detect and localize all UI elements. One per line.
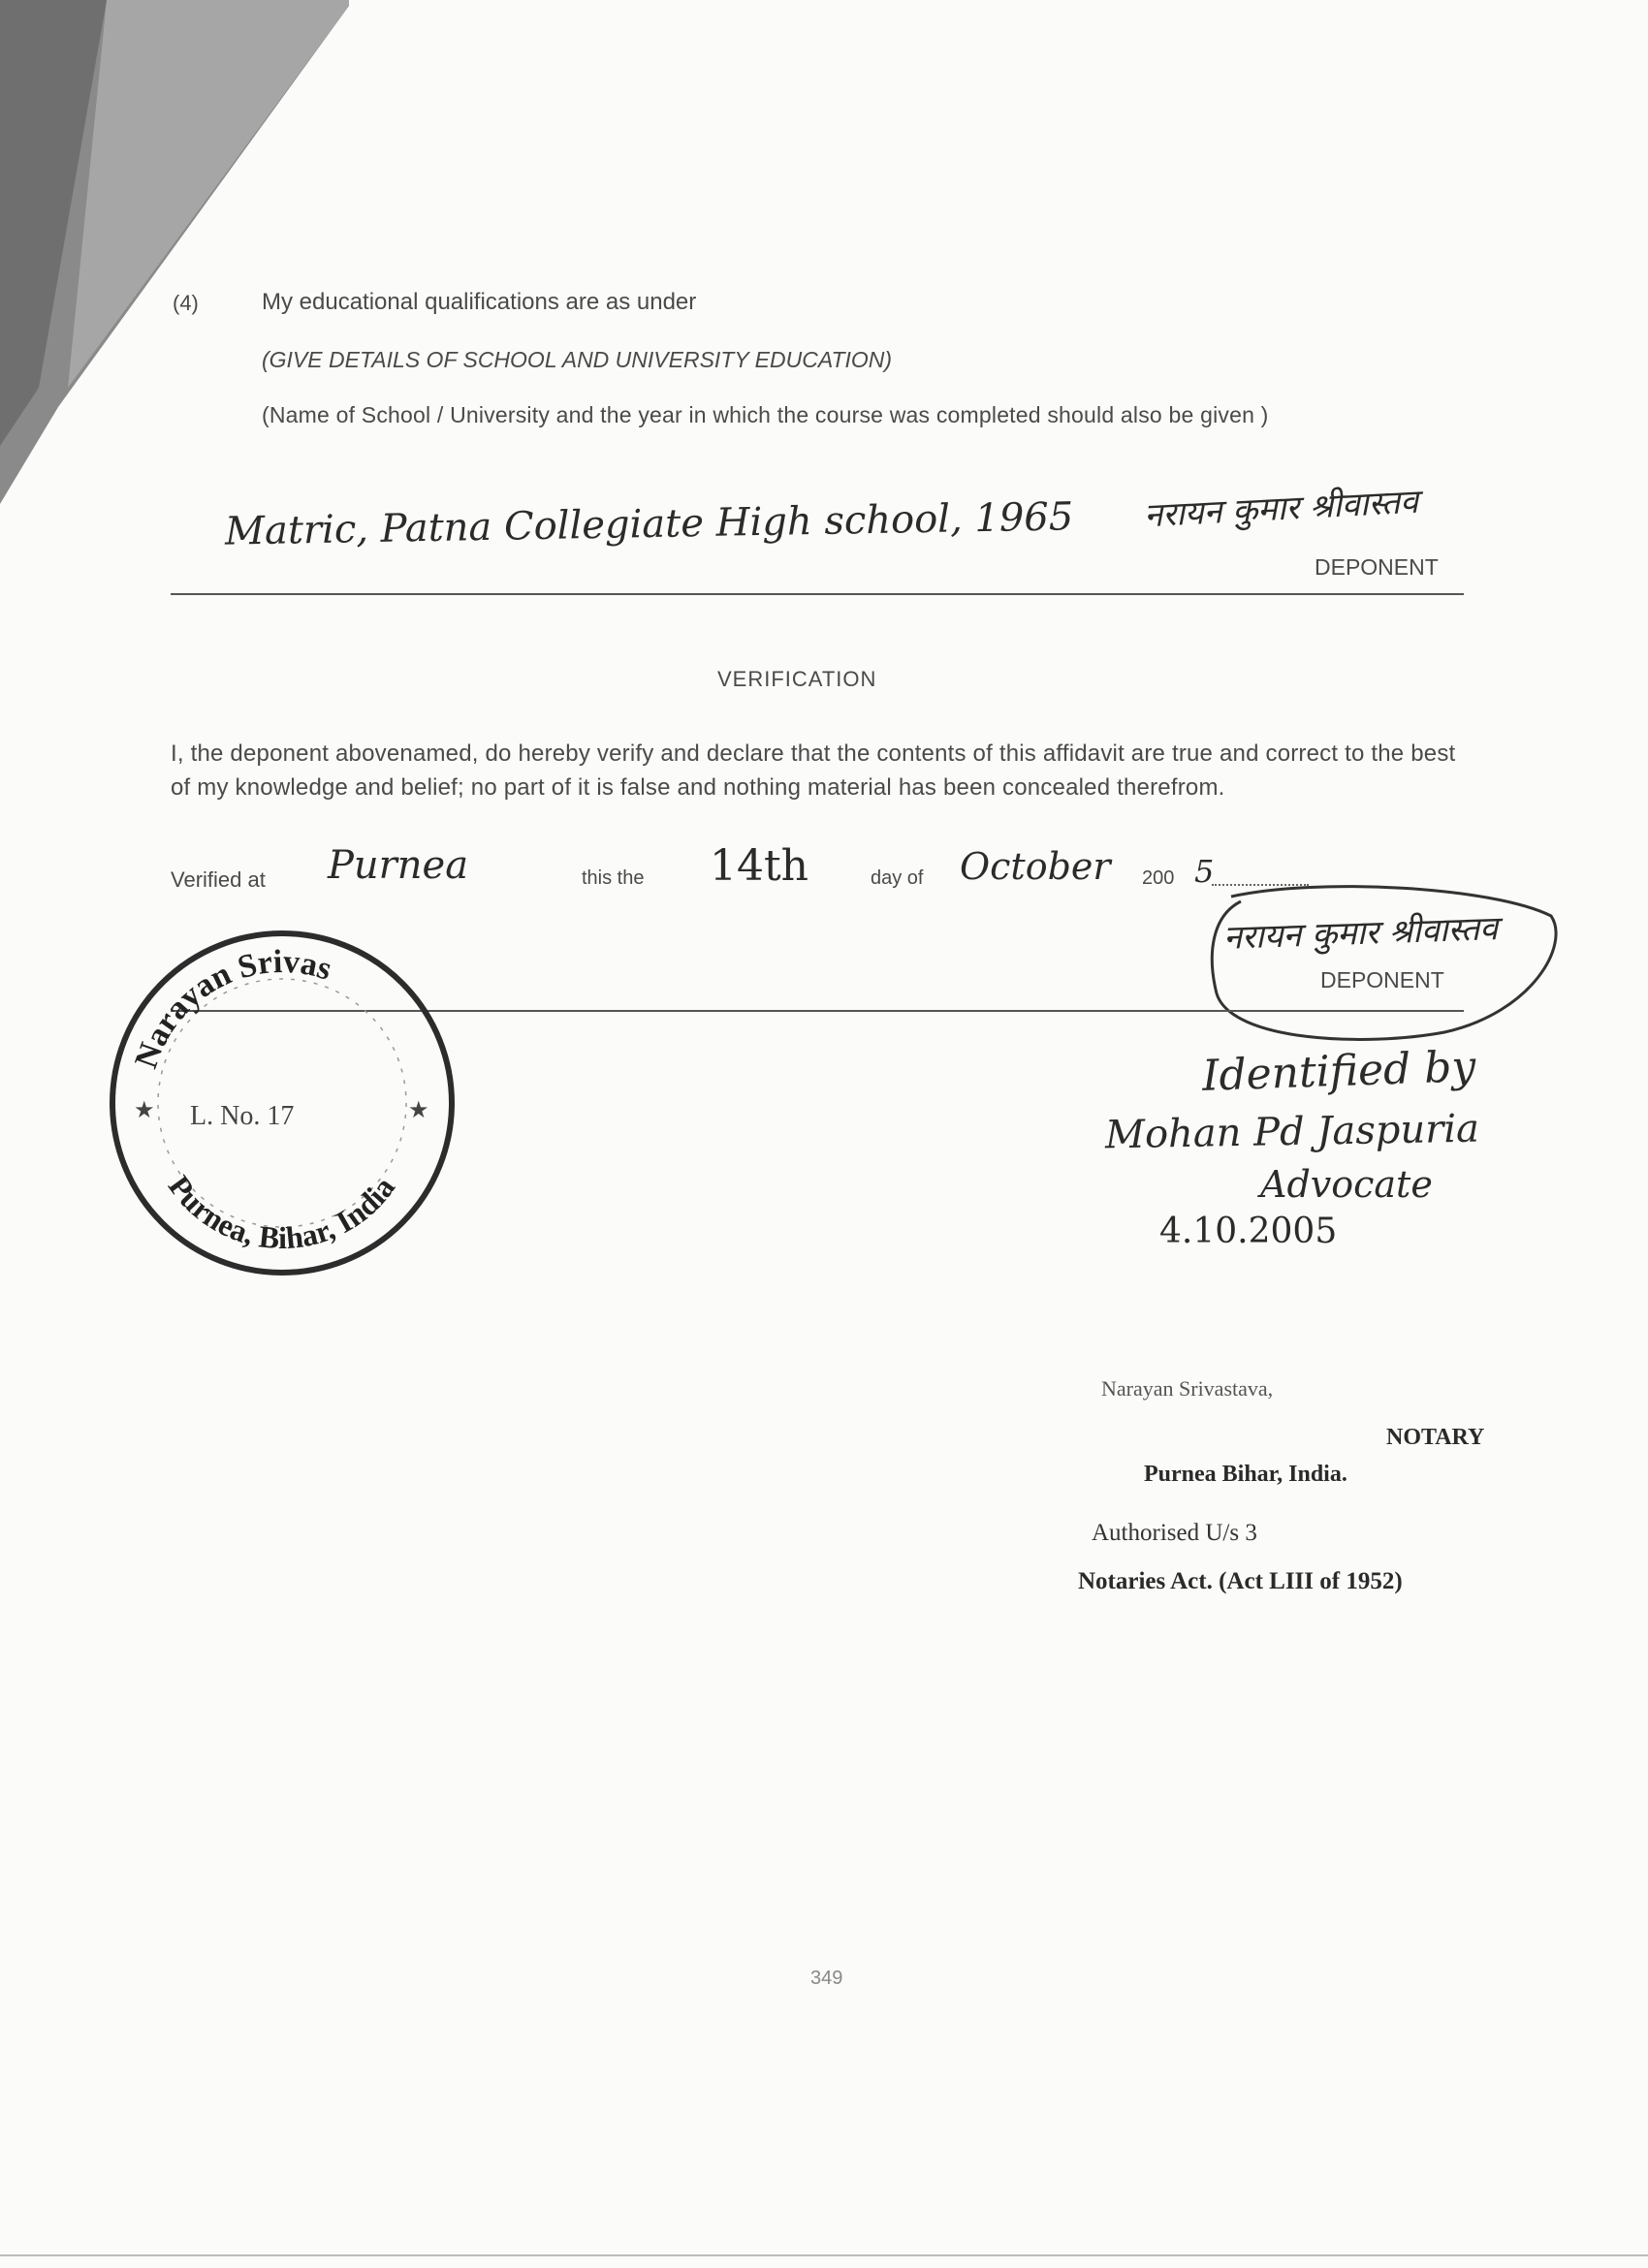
svg-text:Narayan Srivas xyxy=(128,944,335,1073)
notary-place: Purnea Bihar, India. xyxy=(1144,1462,1347,1487)
year-prefix: 200 xyxy=(1142,867,1175,889)
handwritten-qualification: Matric, Patna Collegiate High school, 1965 xyxy=(224,494,1074,554)
page-number: 349 xyxy=(810,1968,843,1989)
deponent-label-2: DEPONENT xyxy=(1320,967,1444,992)
day-of-label: day of xyxy=(871,867,924,889)
divider-line-1 xyxy=(171,593,1464,595)
verification-statement: I, the deponent abovenamed, do hereby verify and declare that the contents of this affidavit are true and correct to the best of my knowledge and belief; no part of it is false and nothing material has been concealed therefrom. xyxy=(171,740,1456,801)
notary-title: NOTARY xyxy=(1386,1425,1485,1450)
svg-text:★: ★ xyxy=(134,1097,155,1123)
deponent-signature-1: नरायन कुमार श्रीवास्तव xyxy=(1143,482,1420,536)
this-the-label: this the xyxy=(582,867,645,889)
seal-bottom-text: Purnea, Bihar, India xyxy=(161,1168,402,1256)
signature-circle xyxy=(1202,877,1570,1052)
section-heading: My educational qualifications are as under xyxy=(262,289,697,315)
notary-authorised: Authorised U/s 3 xyxy=(1092,1520,1257,1546)
verification-title: VERIFICATION xyxy=(717,667,877,691)
month-value: October xyxy=(960,845,1111,888)
verified-at-label: Verified at xyxy=(171,867,266,892)
scan-bottom-edge xyxy=(0,2254,1648,2256)
verified-at-value: Purnea xyxy=(328,843,469,888)
identification-date: 4.10.2005 xyxy=(1159,1212,1338,1251)
advocate-name: Mohan Pd Jaspuria xyxy=(1104,1106,1480,1158)
seal-top-text: Narayan Srivas xyxy=(128,943,336,1073)
section-number: (4) xyxy=(173,291,199,315)
seal-registration: L. No. 17 xyxy=(190,1101,295,1131)
notary-name: Narayan Srivastava, xyxy=(1101,1376,1274,1401)
svg-text:★: ★ xyxy=(408,1097,429,1123)
section-instruction: (GIVE DETAILS OF SCHOOL AND UNIVERSITY EDUCATION) xyxy=(262,347,893,372)
advocate-title: Advocate xyxy=(1260,1163,1433,1206)
day-value: 14th xyxy=(710,841,809,891)
deponent-signature-2: नरायन कुमार श्रीवास्तव xyxy=(1222,909,1499,958)
identified-by: Identified by xyxy=(1201,1042,1477,1101)
deponent-label-1: DEPONENT xyxy=(1315,554,1439,580)
notary-seal xyxy=(93,919,471,1287)
year-suffix: 5 xyxy=(1194,853,1215,890)
notary-act: Notaries Act. (Act LIII of 1952) xyxy=(1078,1568,1403,1594)
section-note: (Name of School / University and the year in which the course was completed should also be given ) xyxy=(262,402,1269,427)
svg-text:Purnea, Bihar, India xyxy=(162,1169,401,1255)
